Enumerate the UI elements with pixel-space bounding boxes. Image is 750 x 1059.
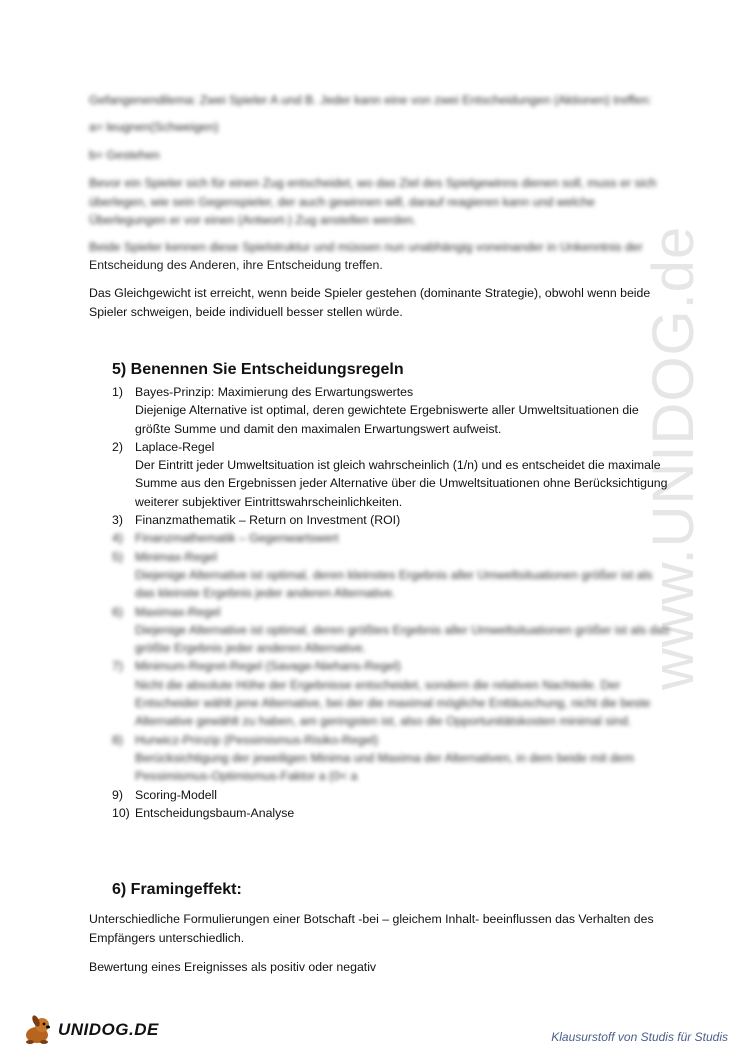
list-item <box>112 511 672 529</box>
list-item-title: Minimum-Regret-Regel (Savage-Niehans-Regel) <box>135 659 401 674</box>
list-number: 4) <box>112 531 123 546</box>
blurred-text: a= leugnen(Schweigen) <box>89 120 219 134</box>
blurred-paragraph: Bevor ein Spieler sich für einen Zug entscheidet, wo das Ziel des Spielgewinns dienen soll, muss er sich überlegen, wie sein Gegenspieler, der auch gewinnen will, darauf reagieren kann und welche Überlegungen er vor einen (Antwort-) Zug anstellen werden. <box>89 176 657 227</box>
logo-text: UNIDOG.DE <box>58 1020 159 1039</box>
section-6-heading: 6) Framingeffekt: <box>112 881 242 898</box>
equilibrium-paragraph: Das Gleichgewicht ist erreicht, wenn beide Spieler gestehen (dominante Strategie), obwohl wenn beide Spieler schweigen, beide individuell besser stellen würde. <box>89 286 651 319</box>
list-item <box>112 731 672 786</box>
list-item-desc: Der Eintritt jeder Umweltsituation ist gleich wahrscheinlich (1/n) und es entscheidet die maximale Summe aus den Ergebnissen jeder Alternative über die Umweltsituationen ohne Berücksichtigung weiterer subjektiver Eintrittswahrscheinlichkeiten. <box>135 458 668 509</box>
list-item <box>112 657 672 730</box>
blurred-list-block <box>112 529 672 785</box>
list-item-title: Finanzmathematik – Return on Investment (ROI) <box>135 513 401 528</box>
list-number: 7) <box>112 659 123 674</box>
list-item-title: Entscheidungsbaum-Analyse <box>135 805 295 820</box>
list-number: 8) <box>112 732 123 747</box>
paragraph-end: Entscheidung des Anderen, ihre Entscheidung treffen. <box>89 258 383 272</box>
list-item-title: Hurwicz-Prinzip (Pessimismus-Risiko-Regel) <box>135 732 379 747</box>
list-item-desc: Diejenige Alternative ist optimal, deren gewichtete Ergebniswerte aller Umweltsituationen die größte Summe und damit den maximalen Erwartungswert aufweist. <box>135 403 639 436</box>
list-item-desc: Nicht die absolute Höhe der Ergebnisse entscheidet, sondern die relativen Nachteile. Der Entscheider wählt jene Alternative, bei der die maximal mögliche Enttäuschung, nicht die beste Alternative gewählt zu haben, am geringsten ist, also die Opportunitätskosten minimal sind. <box>135 677 651 729</box>
blurred-text: Gefangenendilema: Zwei Spieler A und B. Jeder kann eine von zwei Entscheidungen (Aktionen) treffen: <box>89 93 652 107</box>
list-item-title: Minimax-Regel <box>135 549 218 564</box>
watermark: www.UNIDOG.de <box>641 225 706 690</box>
list-number: 1) <box>112 385 123 399</box>
list-item-title: Bayes-Prinzip: Maximierung des Erwartungswertes <box>135 385 414 399</box>
list-item <box>112 529 672 547</box>
list-item <box>112 438 672 511</box>
blurred-text: b= Gestehen <box>89 148 160 162</box>
list-number: 6) <box>112 604 123 619</box>
framing-paragraph: Unterschiedliche Formulierungen einer Botschaft -bei – gleichem Inhalt- beeinflussen das Verhalten des Empfängers unterschiedlich. <box>89 912 654 945</box>
list-item <box>112 603 672 658</box>
footer-tagline: Klausurstoff von Studis für Studis <box>551 1030 728 1044</box>
dog-mascot-icon <box>22 1013 56 1047</box>
list-item-desc: Diejenige Alternative ist optimal, deren größtes Ergebnis aller Umweltsituationen größer ist als das größte Ergebnis jeder anderen Alternative. <box>135 622 670 656</box>
list-item-title: Scoring-Modell <box>135 787 218 802</box>
blurred-text: Beide Spieler kennen diese Spielstruktur und müssen nun unabhängig voneinander in Unkenntnis der <box>89 240 643 254</box>
list-number: 2) <box>112 439 123 454</box>
list-item-title: Laplace-Regel <box>135 439 215 454</box>
framing-paragraph-2: Bewertung eines Ereignisses als positiv oder negativ <box>89 960 377 974</box>
list-item <box>112 804 672 822</box>
list-item-title: Finanzmathematik – Gegenwartswert <box>135 531 339 546</box>
list-number: 5) <box>112 549 123 564</box>
footer-logo <box>22 1013 159 1047</box>
list-number: 10) <box>112 805 130 820</box>
list-item <box>112 383 672 438</box>
list-item-title: Maximax-Regel <box>135 604 221 619</box>
list-item-desc: Berücksichtigung der jeweiligen Minima und Maxima der Alternativen, in dem beide mit dem Pessimismus-Optimismus-Faktor a (0< a <box>135 750 634 784</box>
list-item <box>112 786 672 804</box>
list-number: 3) <box>112 513 123 528</box>
section-5-heading: 5) Benennen Sie Entscheidungsregeln <box>112 361 404 378</box>
list-item <box>112 548 672 603</box>
rules-list <box>112 383 672 822</box>
list-item-desc: Diejenige Alternative ist optimal, deren kleinstes Ergebnis aller Umweltsituationen größer ist als das kleinste Ergebnis jeder anderen Alternative. <box>135 567 653 601</box>
list-number: 9) <box>112 787 123 802</box>
